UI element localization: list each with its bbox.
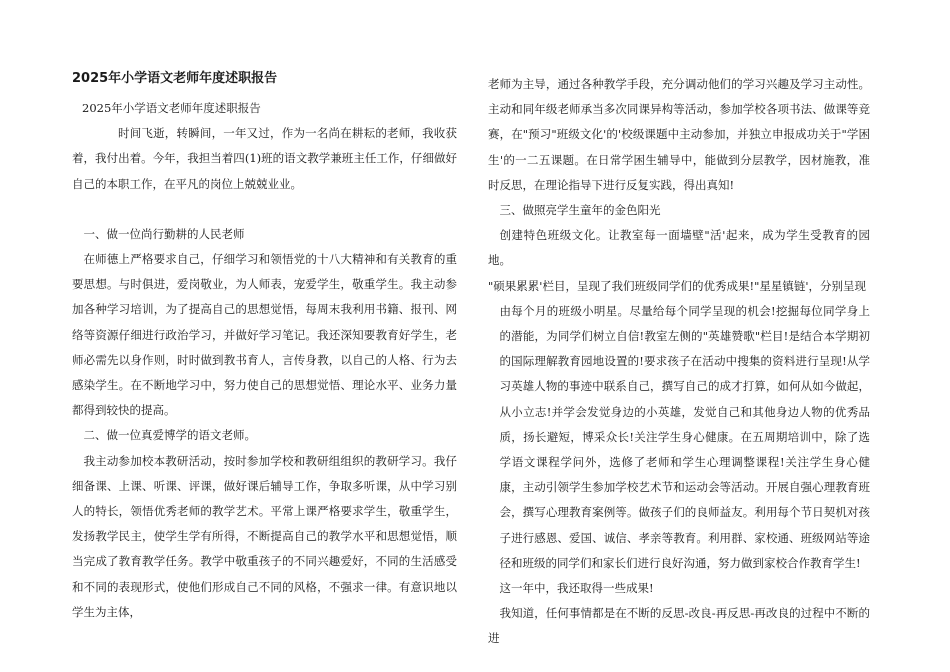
section-heading-1: 一、做一位尚行勤耕的人民老师 [83, 226, 245, 241]
left-column [72, 68, 457, 625]
paragraph-teaching: 我主动参加校本教研活动，按时参加学校和教研组组织的教研学习。我仔细备课、上课、听课、评课，做好课后辅导工作，争取多听课，从中学习别人的特长，领悟优秀老师的教学艺术。平常上课严格要求学生，敬重学生，发扬教学民主，使学生学有所得，不断提高自己的教学水平和思想觉悟，顺当完成了教育教学任务。教学中敬重孩子的不同兴趣爱好，不同的生活感受和不同的表现形式，使他们形成自己不同的风格，不强求一律。有意识地以学生为主体， [72, 453, 457, 619]
section-spacer [72, 197, 457, 222]
paragraph-results: 这一年中，我还取得一些成果! [499, 581, 654, 596]
paragraph-reflection: 我知道，任何事情都是在不断的反思-改良-再反思-再改良的过程中不断的进 [488, 606, 870, 646]
document-subtitle: 2025年小学语文老师年度述职报告 [82, 101, 261, 115]
document-title: 2025年小学语文老师年度述职报告 [72, 71, 278, 86]
paragraph-class-culture: 创建特色班级文化。让教室每一面墙壁"活'起来，成为学生受教育的园地。 [488, 228, 870, 268]
paragraph-class-stars: 由每个月的班级小明星。尽量给每个同学呈现的机会!挖掘每位同学身上的潜能，为同学们树立自信!教室左侧的"英雄赞歌"栏目!是结合本学期初的国际理解教育园地设置的!要求孩子在活动中搜集的资料进行呈现!从学习英雄人物的事迹中联系自己，撰写自己的成才打算，如何从如今做起，从小立志!并学会发觉身边的小英雄，发觉自己和其他身边人物的优秀品质，扬长避短，博采众长!关注学生身心健康。在五周期培训中，除了选学语文课程学问外，选修了老师和学生心理调整课程!关注学生身心健康，主动引领学生参加学校艺术节和运动会等活动。开展自强心理教育班会，撰写心理教育案例等。做孩子们的良师益友。利用每个节日契机对孩子进行感恩、爱国、诚信、孝亲等教育。利用群、家校通、班级网站等途径和班级的同学们和家长们进行良好沟通，努力做到家校合作教育学生! [499, 303, 870, 570]
section-heading-2: 二、做一位真爱博学的语文老师。 [83, 428, 256, 443]
paragraph-ethics: 在师德上严格要求自己，仔细学习和领悟党的十八大精神和有关教育的重要思想。与时俱进，爱岗敬业，为人师表，宠爱学生，敬重学生。我主动参加各种学习培训，为了提高自己的思想觉悟，每周末我利用书籍、报刊、网络等资源仔细进行政治学习，并做好学习笔记。我还深知要教育好学生，老师必需先以身作则，时时做到教书育人，言传身教，以自己的人格、行为去感染学生。在不断地学习中，努力使自己的思想觉悟、理论水平、业务力量都得到较快的提高。 [72, 252, 457, 418]
section-heading-3: 三、做照亮学生童年的金色阳光 [499, 203, 661, 218]
paragraph-continued: 老师为主导，通过各种教学手段，充分调动他们的学习兴趣及学习主动性。主动和同年级老师承当多次同课异构等活动，参加学校各项书法、做课等竞赛，在"预习"班级文化'的'校级课题中主动参加，并独立申报成功关于"学困生'的一二五课题。在日常学困生辅导中，能做到分层教学，因材施教，准时反思，在理论指导下进行反复实践，得出真知! [488, 77, 870, 192]
paragraph-achievements-board: "硕果累累'栏目，呈现了我们班级同学们的优秀成果!"星星镇链'，分别呈现 [488, 278, 867, 293]
right-column [488, 72, 870, 652]
intro-paragraph: 时间飞逝，转瞬间，一年又过，作为一名尚在耕耘的老师，我收获着，我付出着。今年，我担当着四(1)班的语文教学兼班主任工作，仔细做好自己的本职工作，在平凡的岗位上兢兢业业。 [72, 126, 457, 191]
